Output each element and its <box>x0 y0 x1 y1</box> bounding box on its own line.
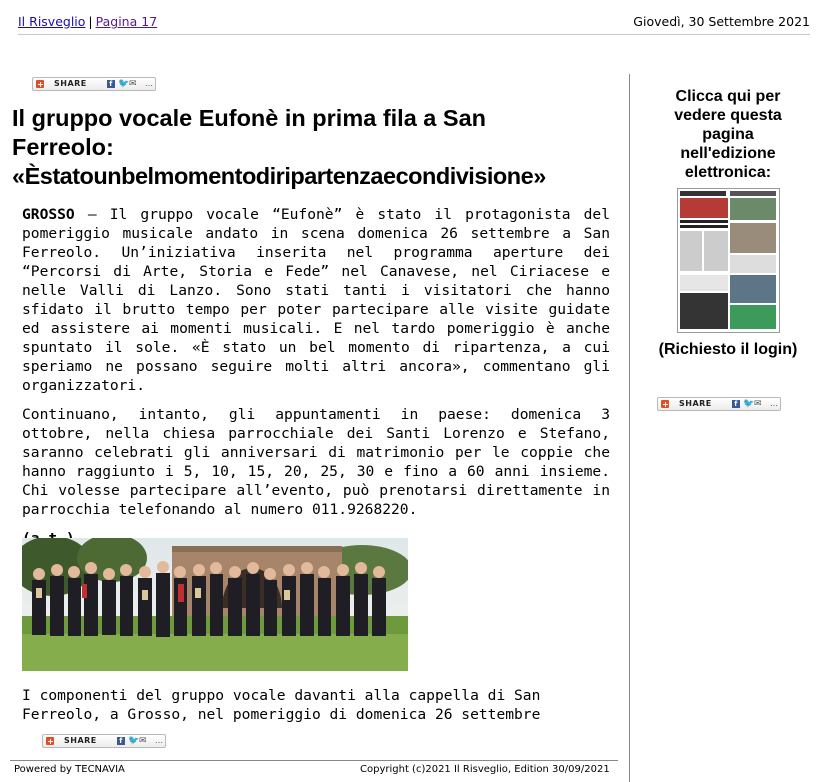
article-photo[interactable] <box>22 538 408 671</box>
title-line-3: «Èstatounbelmomentodiripartenzaecondivisione» <box>12 163 546 189</box>
paragraph-2: Continuano, intanto, gli appuntamenti in paese: domenica 3 ottobre, nella chiesa parrocchiale dei Santi Lorenzo e Stefano, saranno celebrati gli anniversari di matrimonio per le coppie che hanno raggiunto i 5, 10, 15, 20, 25, 30 e fino a 60 anni insieme. Chi volesse partecipare all’evento, può prenotarsi direttamente in parrocchia telefonando al numero 011.9268220. <box>22 406 610 518</box>
share-label: SHARE <box>64 736 97 745</box>
title-line-2: Ferreolo: <box>12 134 114 160</box>
email-icon[interactable]: ✉ <box>129 79 138 89</box>
login-required-note: (Richiesto il login) <box>658 341 798 358</box>
breadcrumb <box>18 14 157 29</box>
top-bar <box>18 14 810 34</box>
breadcrumb-separator: | <box>88 14 93 29</box>
twitter-icon[interactable]: 🐦 <box>743 399 755 409</box>
choir-photo-illustration <box>22 538 408 671</box>
dateline: GROSSO <box>22 206 75 223</box>
twitter-icon[interactable]: 🐦 <box>128 736 140 746</box>
publication-link[interactable]: Il Risveglio <box>18 14 86 29</box>
share-button-bottom[interactable] <box>42 734 166 748</box>
header-divider <box>18 34 810 35</box>
page-link[interactable]: Pagina 17 <box>95 14 158 29</box>
footer-divider <box>10 760 618 761</box>
paragraph-1-text: — Il gruppo vocale “Eufonè” è stato il protagonista del pomeriggio musicale andato in scena domenica 26 settembre a San Ferreolo. Un’iniziativa inserita nel programma aperture dei “Percorsi di Arte, Storia e Fede” nel Canavese, nel Ciriacese e nelle Valli di Lanzo. Sono stati tanti i visitatori che hanno sfidato il brutto tempo per poter partecipare alle visite guidate ed assistere ai momenti musicali. E nel tardo pomeriggio è anche spuntato il sole. «È stato un bel momento di ripartenza, a cui speriamo ne possano seguire molti altri ancora», commentano gli organizzatori. <box>22 206 610 394</box>
share-button-sidebar[interactable] <box>657 397 781 411</box>
powered-by: Powered by TECNAVIA <box>14 764 125 775</box>
facebook-icon[interactable]: f <box>117 737 125 745</box>
column-divider <box>629 74 630 782</box>
facebook-icon[interactable]: f <box>107 80 115 88</box>
addthis-plus-icon <box>36 80 44 88</box>
share-button-top[interactable] <box>32 77 156 91</box>
share-label: SHARE <box>54 79 87 88</box>
photo-caption: I componenti del gruppo vocale davanti alla cappella di San Ferreolo, a Grosso, nel pomeriggio di domenica 26 settembre <box>22 687 541 723</box>
share-label: SHARE <box>679 399 712 408</box>
addthis-plus-icon <box>661 400 669 408</box>
paragraph-1 <box>22 205 610 395</box>
newspaper-page-thumbnail <box>678 189 779 332</box>
email-icon[interactable]: ✉ <box>139 736 148 746</box>
title-line-1: Il gruppo vocale Eufonè in prima fila a San <box>12 105 487 131</box>
facebook-icon[interactable]: f <box>732 400 740 408</box>
more-icon[interactable]: … <box>155 736 164 745</box>
twitter-icon[interactable]: 🐦 <box>118 79 130 89</box>
addthis-plus-icon <box>46 737 54 745</box>
copyright: Copyright (c)2021 Il Risveglio, Edition 30/09/2021 <box>360 764 610 775</box>
issue-date: Giovedì, 30 Settembre 2021 <box>633 14 810 29</box>
more-icon[interactable]: … <box>770 399 779 408</box>
article-title <box>12 104 624 191</box>
article-body <box>22 205 610 558</box>
edition-promo-link[interactable]: Clicca qui per vedere questa pagina nell'edizione elettronica: <box>674 88 782 181</box>
more-icon[interactable]: … <box>145 79 154 88</box>
page-thumbnail[interactable] <box>677 188 780 333</box>
email-icon[interactable]: ✉ <box>754 399 763 409</box>
